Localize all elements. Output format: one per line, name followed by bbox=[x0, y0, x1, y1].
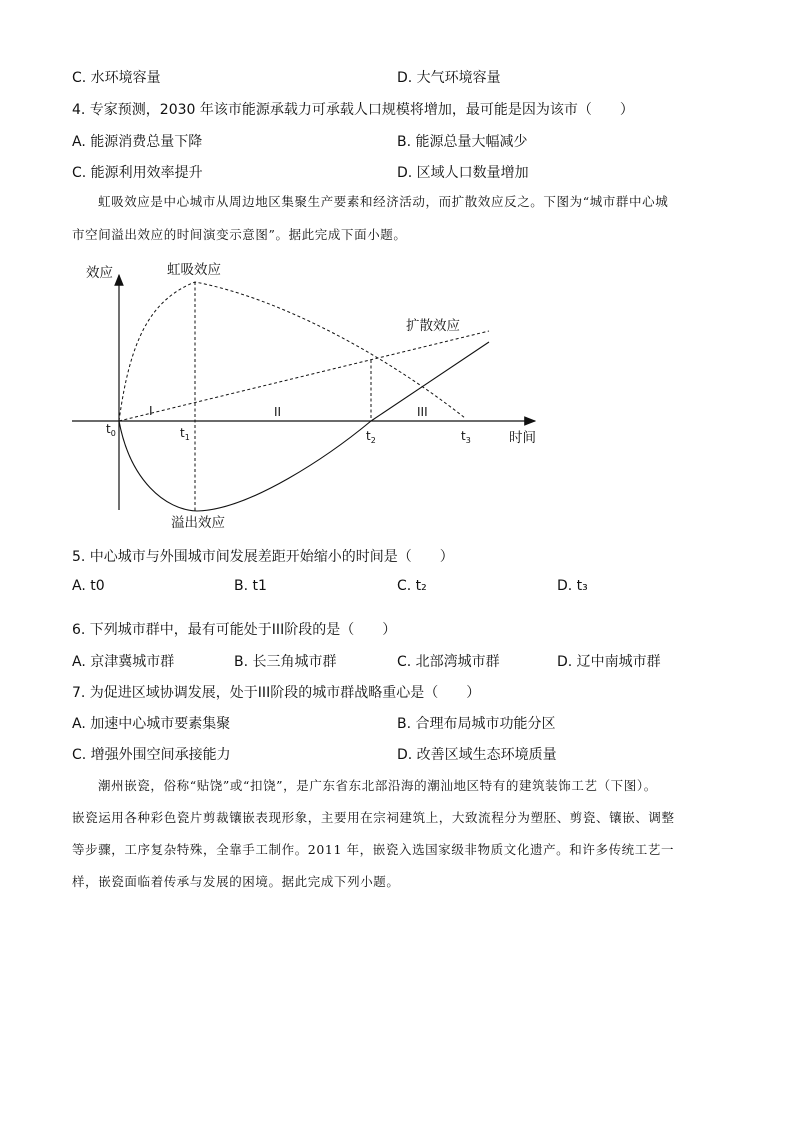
tick-t2: $t_2$ bbox=[366, 429, 376, 445]
q6-option-b: B. 长三角城市群 bbox=[234, 654, 337, 670]
q5-option-a: A. t0 bbox=[72, 578, 105, 594]
q6-option-d: D. 辽中南城市群 bbox=[557, 654, 661, 670]
q5-option-b: B. t1 bbox=[234, 578, 267, 594]
q7-option-a: A. 加速中心城市要素集聚 bbox=[72, 716, 231, 732]
q3-option-d: D. 大气环境容量 bbox=[397, 70, 501, 86]
spillover-effect-label: 溢出效应 bbox=[171, 515, 225, 531]
q4-option-a: A. 能源消费总量下降 bbox=[72, 134, 203, 150]
q6-option-c: C. 北部湾城市群 bbox=[397, 654, 500, 670]
q4-stem: 4. 专家预测，2030 年该市能源承载力可承载人口规模将增加，最可能是因为该市（ ） bbox=[72, 102, 634, 118]
passage2-line4: 样，嵌瓷面临着传承与发展的困境。据此完成下列小题。 bbox=[72, 874, 400, 889]
stage-3-label: III bbox=[417, 405, 428, 419]
passage2-line2: 嵌瓷运用各种彩色瓷片剪裁镶嵌表现形象，主要用在宗祠建筑上，大致流程分为塑胚、剪瓷、镶嵌、调整 bbox=[72, 810, 675, 825]
q7-option-c: C. 增强外围空间承接能力 bbox=[72, 747, 231, 763]
q5-option-d: D. t₃ bbox=[557, 578, 588, 594]
passage1-line2: 市空间溢出效应的时间演变示意图”。据此完成下面小题。 bbox=[72, 227, 407, 242]
spillover-effect-figure bbox=[0, 250, 794, 540]
q6-stem: 6. 下列城市群中，最有可能处于III阶段的是（ ） bbox=[72, 622, 397, 638]
q4-option-c: C. 能源利用效率提升 bbox=[72, 165, 203, 181]
q4-option-b: B. 能源总量大幅减少 bbox=[397, 134, 528, 150]
y-axis-label: 效应 bbox=[86, 265, 113, 281]
stage-1-label: I bbox=[149, 404, 153, 418]
siphon-effect-label: 虹吸效应 bbox=[167, 262, 221, 278]
q7-stem: 7. 为促进区域协调发展，处于III阶段的城市群战略重心是（ ） bbox=[72, 685, 481, 701]
spillover-effect-curve bbox=[119, 342, 489, 511]
passage1-line1: 虹吸效应是中心城市从周边地区集聚生产要素和经济活动，而扩散效应反之。下图为“城市群中心城 bbox=[98, 194, 669, 209]
x-axis-label: 时间 bbox=[509, 430, 536, 446]
diffusion-effect-label: 扩散效应 bbox=[406, 318, 460, 334]
q5-stem: 5. 中心城市与外围城市间发展差距开始缩小的时间是（ ） bbox=[72, 549, 454, 565]
q5-option-c: C. t₂ bbox=[397, 578, 427, 594]
passage2-line1: 潮州嵌瓷，俗称“贴饶”或“扣饶”，是广东省东北部沿海的潮汕地区特有的建筑装饰工艺（下图）。 bbox=[98, 778, 657, 793]
q6-option-a: A. 京津冀城市群 bbox=[72, 654, 175, 670]
tick-t3: $t_3$ bbox=[461, 429, 471, 445]
siphon-effect-curve bbox=[119, 282, 465, 421]
diffusion-effect-line bbox=[119, 331, 489, 421]
passage2-line3: 等步骤，工序复杂特殊，全靠手工制作。2011 年，嵌瓷入选国家级非物质文化遗产。和许多传统工艺一 bbox=[72, 842, 675, 857]
q7-option-b: B. 合理布局城市功能分区 bbox=[397, 716, 556, 732]
q7-option-d: D. 改善区域生态环境质量 bbox=[397, 747, 557, 763]
tick-t0: $t_0$ bbox=[106, 422, 116, 438]
q3-option-c: C. 水环境容量 bbox=[72, 70, 161, 86]
q4-option-d: D. 区域人口数量增加 bbox=[397, 165, 529, 181]
stage-2-label: II bbox=[274, 405, 282, 419]
tick-t1: $t_1$ bbox=[180, 426, 190, 442]
